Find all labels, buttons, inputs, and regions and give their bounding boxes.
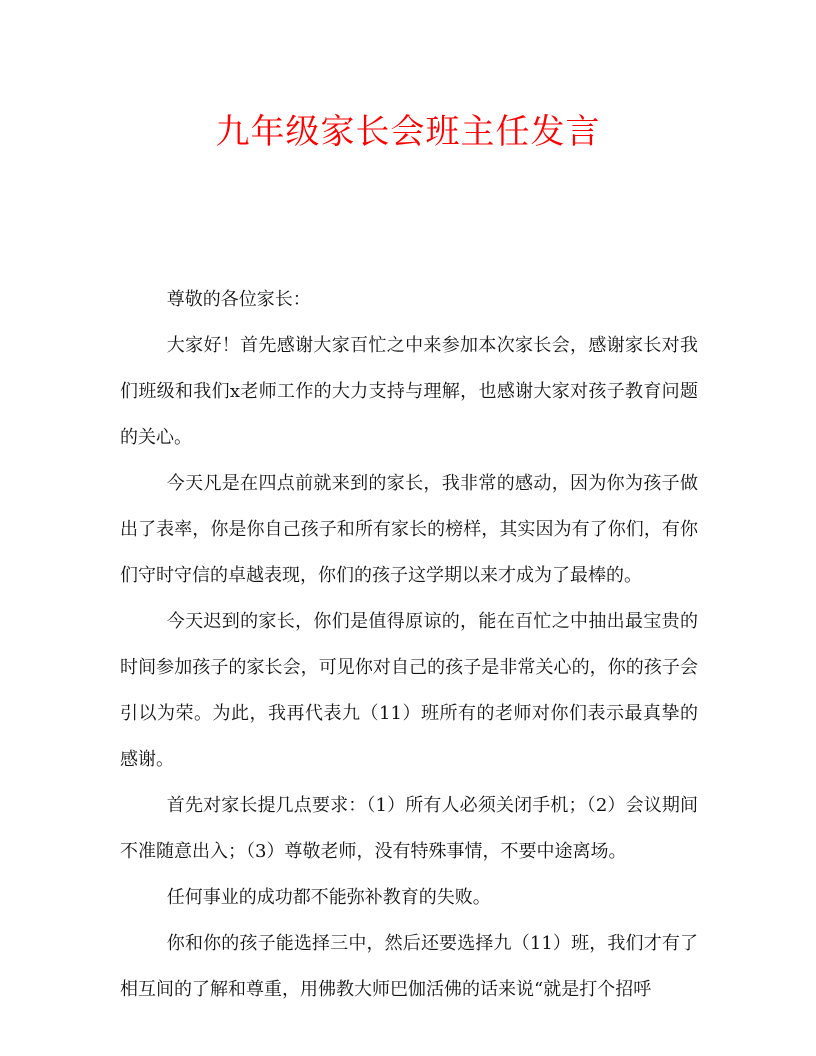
paragraph-requirements: 首先对家长提几点要求：（1）所有人必须关闭手机；（2）会议期间不准随意出入；（3）尊敬老师，没有特殊事情，不要中途离场。 xyxy=(120,795,698,862)
paragraph-salutation: 尊敬的各位家长： xyxy=(166,289,311,310)
paragraph-greeting: 大家好！首先感谢大家百忙之中来参加本次家长会，感谢家长对我们班级和我们x老师工作的大力支持与理解，也感谢大家对孩子教育问题的关心。 xyxy=(120,335,698,448)
paragraph-late-parents: 今天迟到的家长，你们是值得原谅的，能在百忙之中抽出最宝贵的时间参加孩子的家长会，可见你对自己的孩子是非常关心的，你的孩子会引以为荣。为此，我再代表九（11）班所有的老师对你们表示最真挚的感谢。 xyxy=(120,611,698,770)
paragraph-choice: 你和你的孩子能选择三中，然后还要选择九（11）班，我们才有了相互间的了解和尊重，用佛教大师巴伽活佛的话来说“就是打个招呼 xyxy=(120,933,698,1000)
document-title: 九年级家长会班主任发言 xyxy=(215,112,601,152)
paragraph-education: 任何事业的成功都不能弥补教育的失败。 xyxy=(166,887,491,908)
paragraph-early-parents: 今天凡是在四点前就来到的家长，我非常的感动，因为你为孩子做出了表率，你是你自己孩子和所有家长的榜样，其实因为有了你们，有你们守时守信的卓越表现，你们的孩子这学期以来才成为了最棒的。 xyxy=(120,473,698,586)
document-body xyxy=(120,277,698,1013)
